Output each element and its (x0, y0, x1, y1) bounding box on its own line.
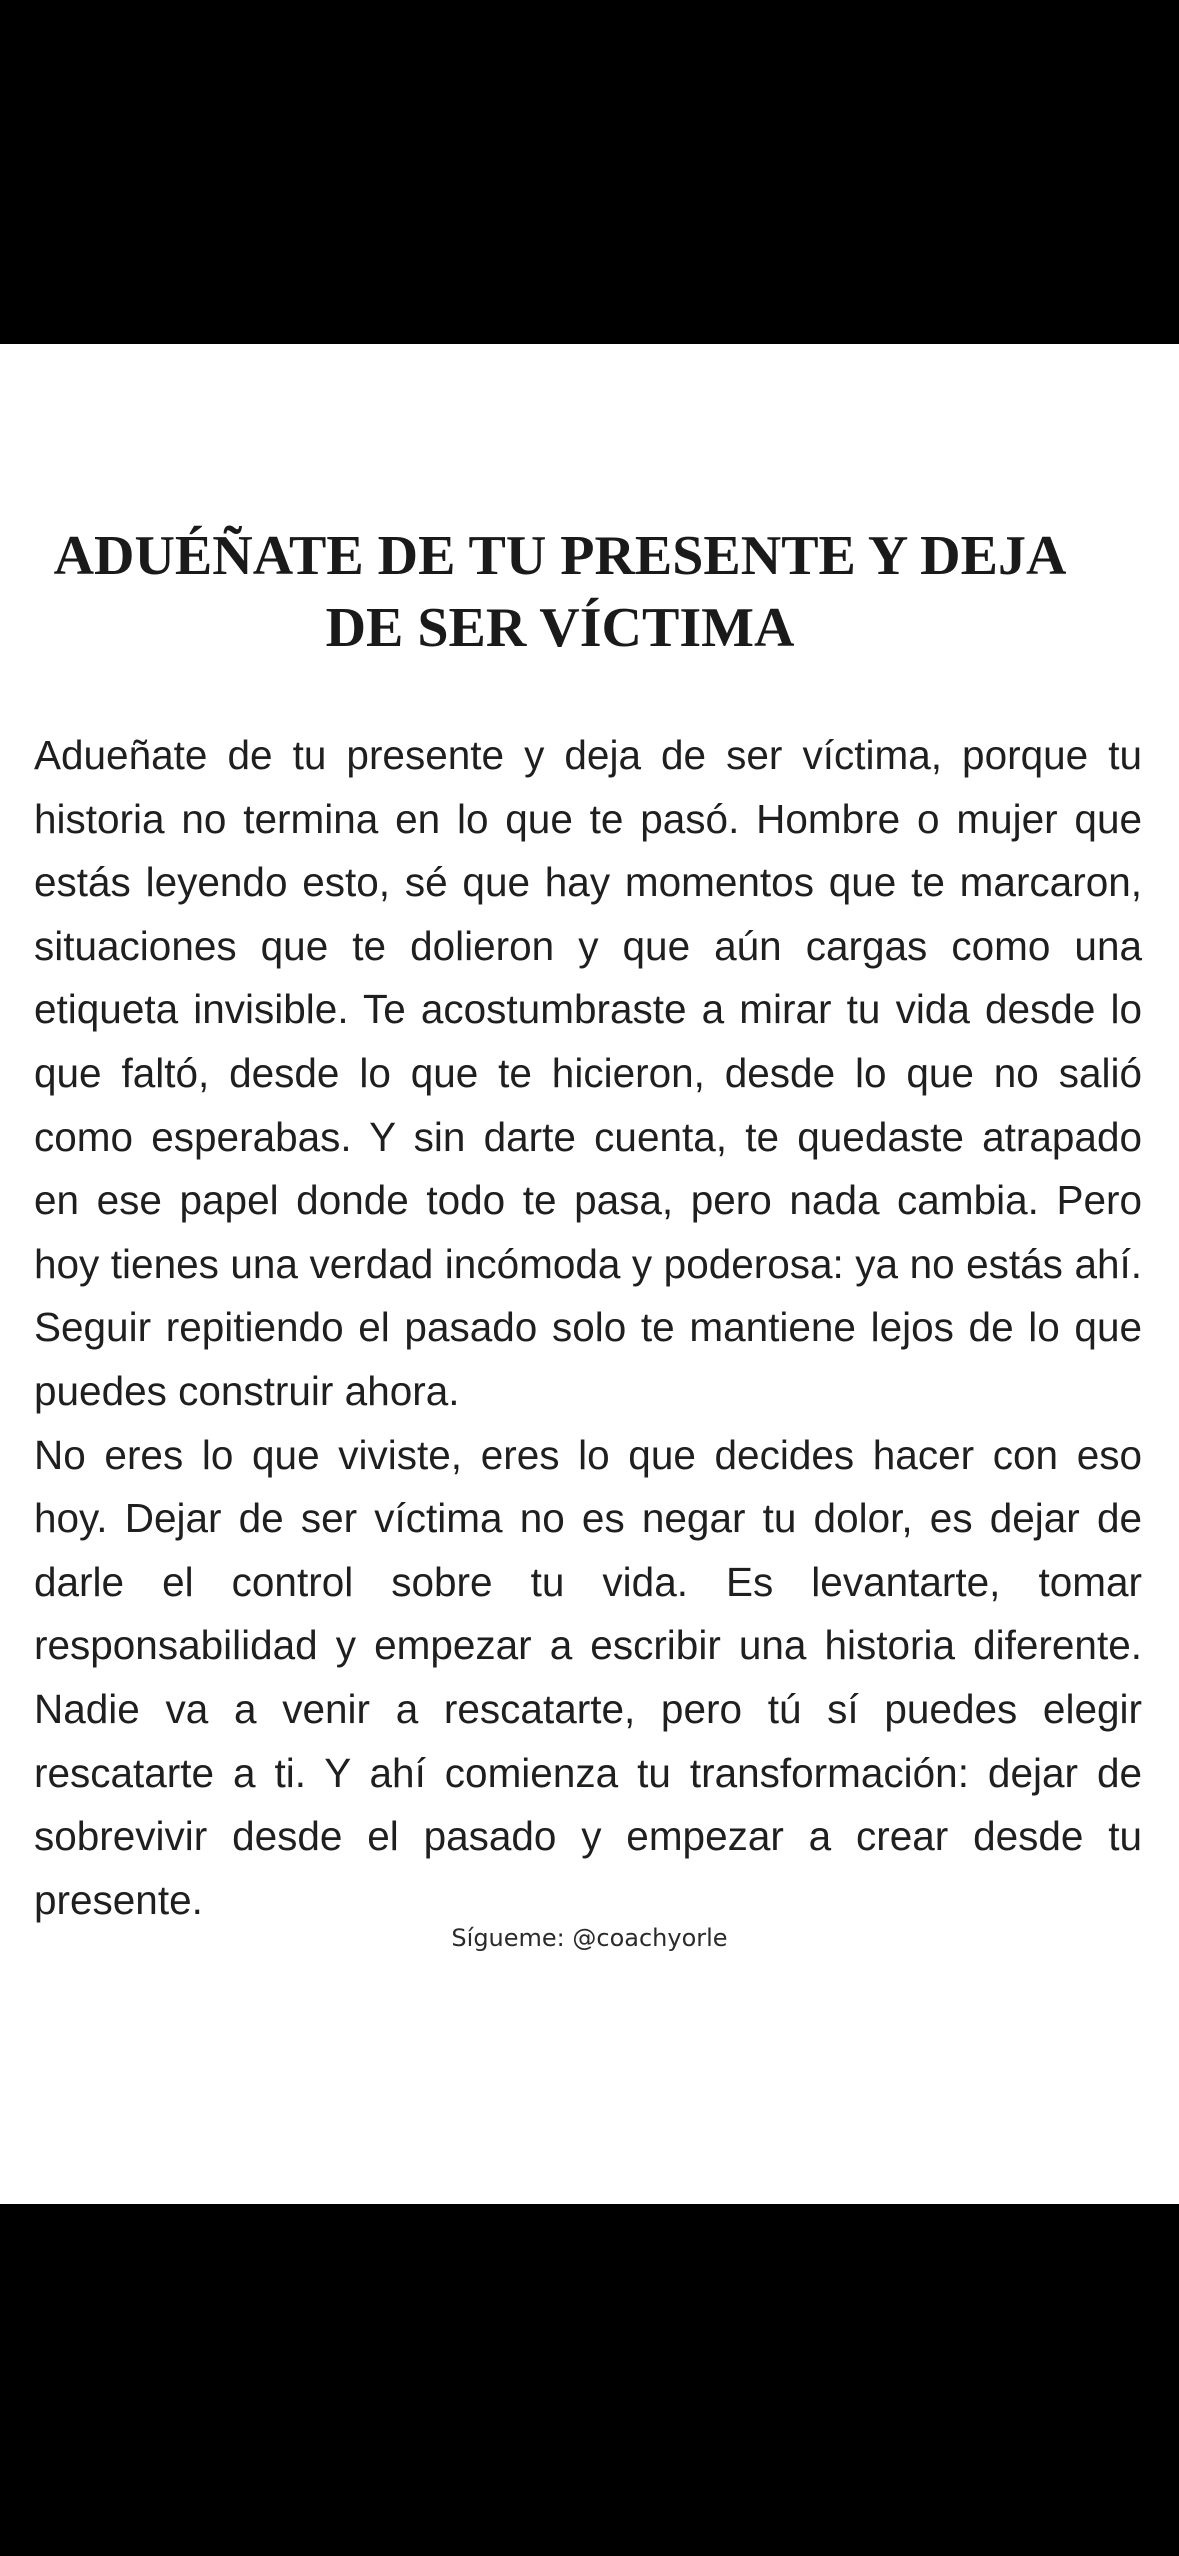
post-title-line-1: ADUÉÑATE DE TU PRESENTE Y DEJA (53, 525, 1067, 587)
post-image (0, 344, 1179, 2204)
paragraph-1: Adueñate de tu presente y deja de ser víctima, porque tu historia no termina en lo que te pasó. Hombre o mujer que estás leyendo esto, sé que hay momentos que te marcaron, situaciones que te dolieron y que aún cargas como una etiqueta invisible. Te acostumbraste a mirar tu vida desde lo que faltó, desde lo que te hicieron, desde lo que no salió como esperabas. Y sin darte cuenta, te quedaste atrapado en ese papel donde todo te pasa, pero nada cambia. Pero hoy tienes una verdad incómoda y poderosa: ya no estás ahí. Seguir repitiendo el pasado solo te mantiene lejos de lo que puedes construir ahora. (34, 732, 1142, 1414)
top-black-bar (0, 0, 1179, 344)
paragraph-2: No eres lo que viviste, eres lo que decides hacer con eso hoy. Dejar de ser víctima no es negar tu dolor, es dejar de darle el control sobre tu vida. Es levantarte, tomar responsabilidad y empezar a escribir una historia diferente. Nadie va a venir a rescatarte, pero tú sí puedes elegir rescatarte a ti. Y ahí comienza tu transformación: dejar de sobrevivir desde el pasado y empezar a crear desde tu presente. (34, 1431, 1142, 1923)
post-body (34, 724, 1142, 1932)
post-title-line-2: DE SER VÍCTIMA (325, 597, 795, 659)
bottom-black-bar (0, 2204, 1179, 2556)
post-title (30, 520, 1090, 664)
author-credit: Sígueme: @coachyorle (451, 1924, 728, 1952)
